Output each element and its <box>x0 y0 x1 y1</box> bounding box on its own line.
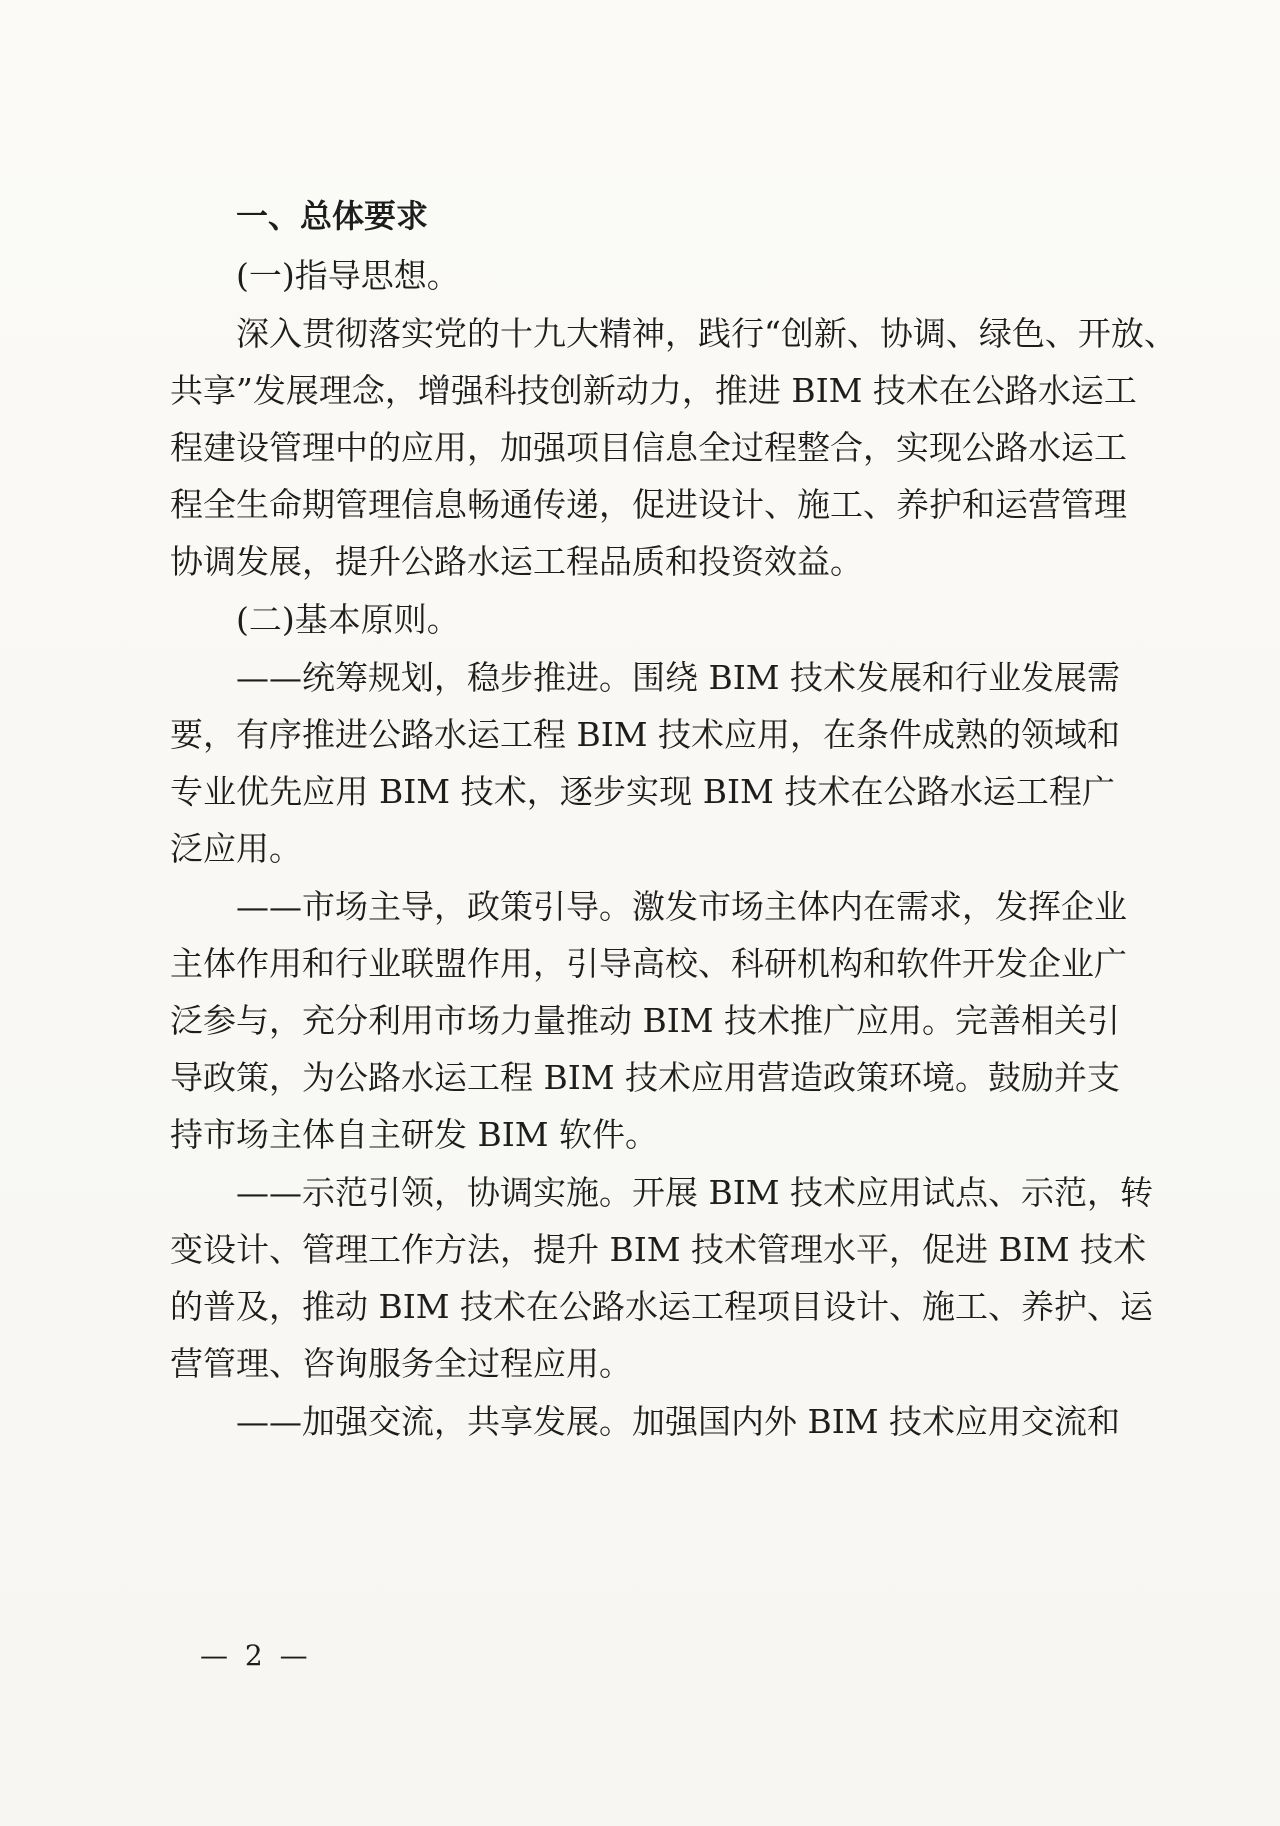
paragraph-line: ——统筹规划，稳步推进。围绕 BIM 技术发展和行业发展需 <box>236 658 1121 697</box>
section-title-guiding-ideology: (一)指导思想。 <box>236 256 460 295</box>
paragraph-line: 要，有序推进公路水运工程 BIM 技术应用，在条件成熟的领域和 <box>170 715 1121 754</box>
paragraph-line: 营管理、咨询服务全过程应用。 <box>170 1344 632 1383</box>
paragraph-line: 专业优先应用 BIM 技术，逐步实现 BIM 技术在公路水运工程广 <box>170 772 1115 811</box>
paragraph-line: ——市场主导，政策引导。激发市场主体内在需求，发挥企业 <box>236 887 1127 926</box>
paragraph-line: 程建设管理中的应用，加强项目信息全过程整合，实现公路水运工 <box>170 428 1127 467</box>
paragraph-line: 泛参与，充分利用市场力量推动 BIM 技术推广应用。完善相关引 <box>170 1001 1121 1040</box>
heading-overall-requirements: 一、总体要求 <box>236 197 429 235</box>
paragraph-line: 导政策，为公路水运工程 BIM 技术应用营造政策环境。鼓励并支 <box>170 1058 1121 1097</box>
paragraph-line: 泛应用。 <box>170 829 302 868</box>
paragraph-line: ——加强交流，共享发展。加强国内外 BIM 技术应用交流和 <box>236 1402 1121 1441</box>
section-title-basic-principles: (二)基本原则。 <box>236 600 460 639</box>
paragraph-line: 的普及，推动 BIM 技术在公路水运工程项目设计、施工、养护、运 <box>170 1287 1154 1326</box>
paragraph-line: 持市场主体自主研发 BIM 软件。 <box>170 1115 659 1154</box>
paragraph-line: 深入贯彻落实党的十九大精神，践行“创新、协调、绿色、开放、 <box>236 314 1177 353</box>
paragraph-line: ——示范引领，协调实施。开展 BIM 技术应用试点、示范，转 <box>236 1173 1154 1212</box>
paragraph-line: 变设计、管理工作方法，提升 BIM 技术管理水平，促进 BIM 技术 <box>170 1230 1147 1269</box>
page-number: — 2 — <box>200 1639 312 1672</box>
paragraph-line: 程全生命期管理信息畅通传递，促进设计、施工、养护和运营管理 <box>170 485 1127 524</box>
paragraph-line: 共享”发展理念，增强科技创新动力，推进 BIM 技术在公路水运工 <box>170 371 1137 410</box>
paragraph-line: 主体作用和行业联盟作用，引导高校、科研机构和软件开发企业广 <box>170 944 1127 983</box>
paragraph-line: 协调发展，提升公路水运工程品质和投资效益。 <box>170 542 863 581</box>
